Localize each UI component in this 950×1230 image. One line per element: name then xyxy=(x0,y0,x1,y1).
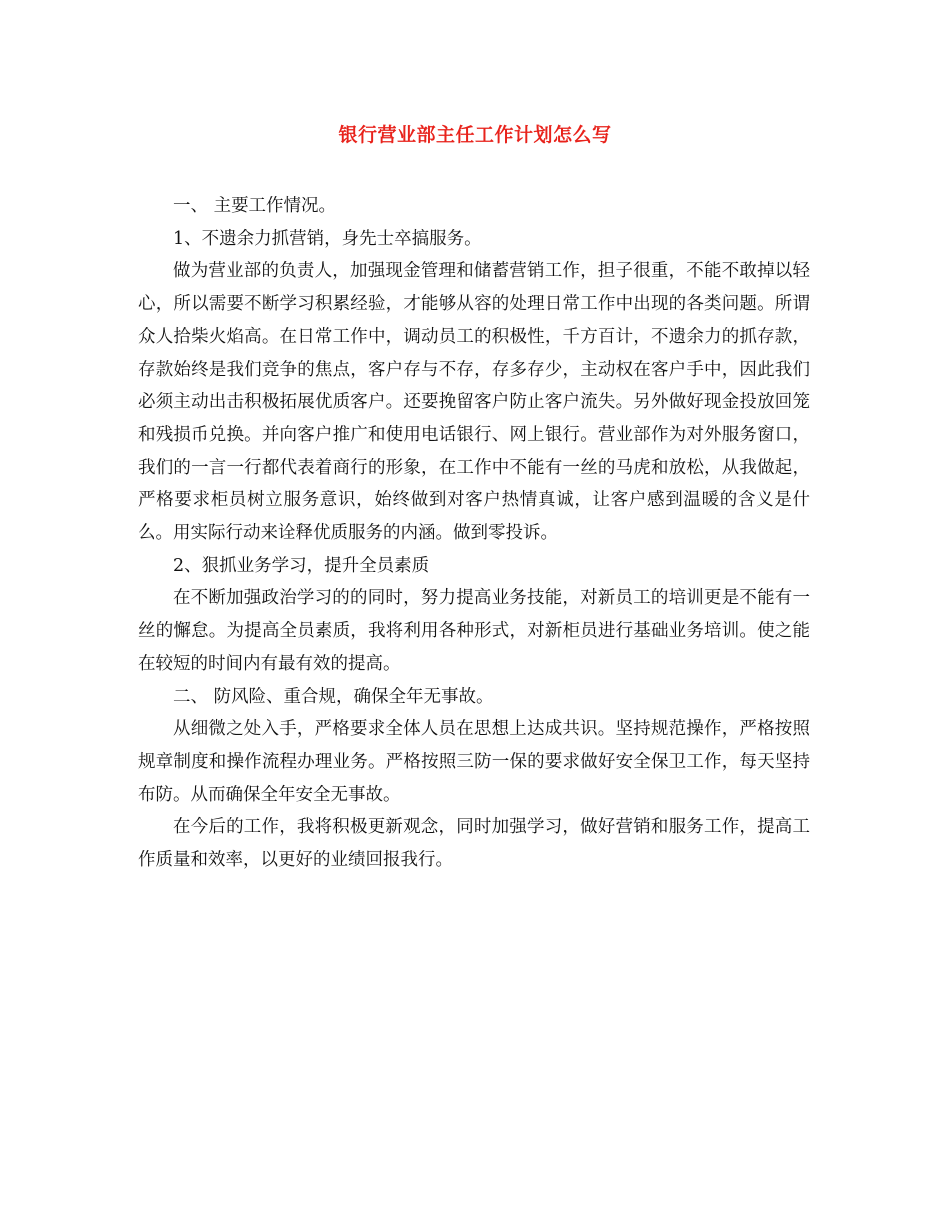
paragraph-2: 在不断加强政治学习的的同时，努力提高业务技能，对新员工的培训更是不能有一丝的懈怠。为提高全员素质，我将利用各种形式，对新柜员进行基础业务培训。使之能在较短的时间内有最有效的提高。 xyxy=(138,588,810,674)
document-body xyxy=(138,190,810,877)
section-heading-1: 一、 主要工作情况。 xyxy=(173,196,337,216)
paragraph-4: 在今后的工作，我将积极更新观念，同时加强学习，做好营销和服务工作，提高工作质量和效率，以更好的业绩回报我行。 xyxy=(138,817,810,871)
document-title: 银行营业部主任工作计划怎么写 xyxy=(338,124,612,146)
paragraph-3: 从细微之处入手，严格要求全体人员在思想上达成共识。坚持规范操作，严格按照规章制度和操作流程办理业务。严格按照三防一保的要求做好安全保卫工作，每天坚持布防。从而确保全年安全无事故。 xyxy=(138,719,810,805)
subheading-1: 1、不遗余力抓营销，身先士卒搞服务。 xyxy=(173,228,482,249)
paragraph-1: 做为营业部的负责人，加强现金管理和储蓄营销工作，担子很重，不能不敢掉以轻心，所以需要不断学习积累经验，才能够从容的处理日常工作中出现的各类问题。所谓众人拾柴火焰高。在日常工作中，调动员工的积极性，千方百计，不遗余力的抓存款，存款始终是我们竞争的焦点，客户存与不存，存多存少，主动权在客户手中，因此我们必须主动出击积极拓展优质客户。还要挽留客户防止客户流失。另外做好现金投放回笼和残损币兑换。并向客户推广和使用电话银行、网上银行。营业部作为对外服务窗口，我们的一言一行都代表着商行的形象，在工作中不能有一丝的马虎和放松，从我做起，严格要求柜员树立服务意识，始终做到对客户热情真诚，让客户感到温暖的含义是什么。用实际行动来诠释优质服务的内涵。做到零投诉。 xyxy=(138,261,810,544)
subheading-2: 2、狠抓业务学习，提升全员素质 xyxy=(173,555,430,576)
section-heading-2: 二、 防风险、重合规，确保全年无事故。 xyxy=(173,686,494,707)
